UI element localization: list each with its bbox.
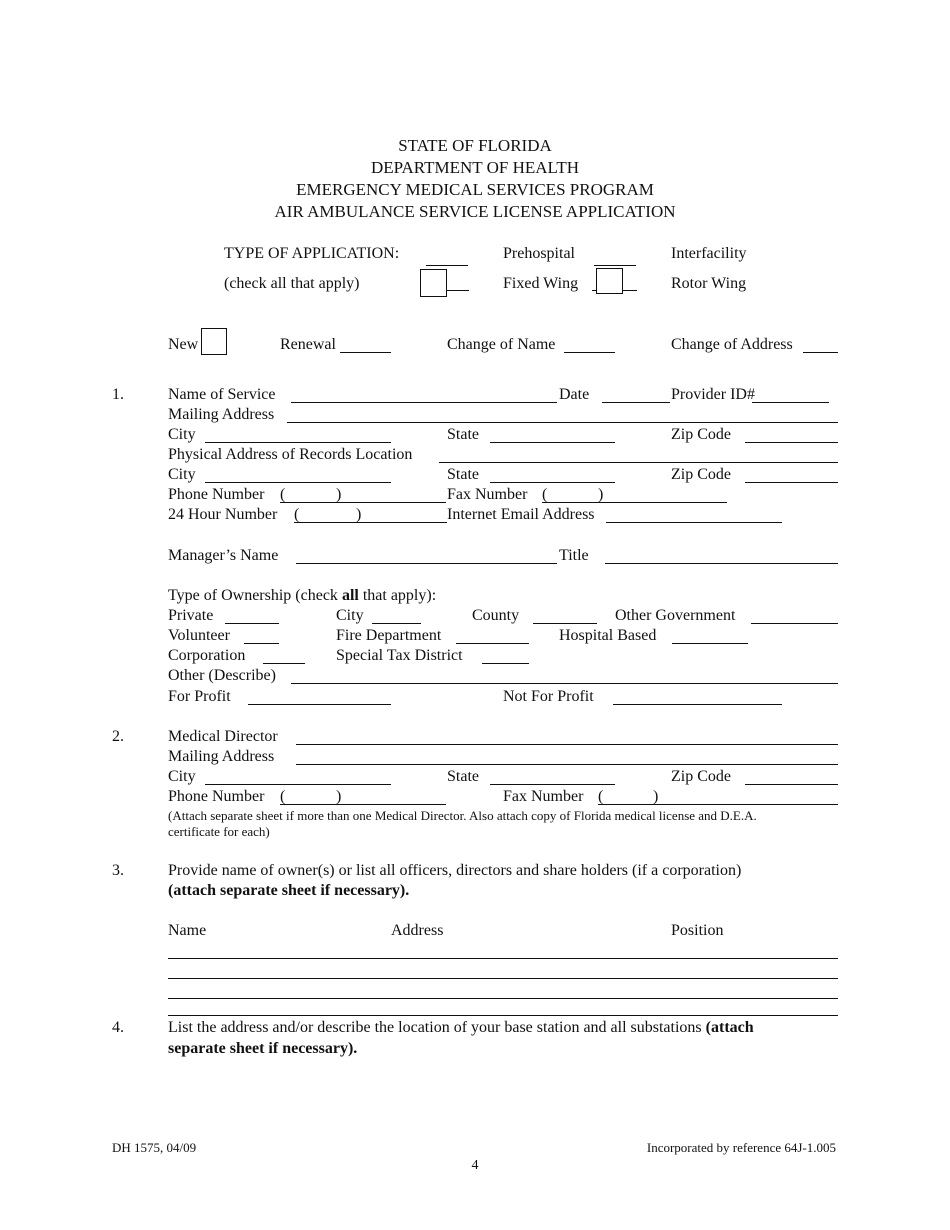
owner-line-2[interactable] (168, 978, 838, 979)
city-field-2[interactable] (205, 482, 391, 483)
county-blank[interactable] (533, 623, 597, 624)
md-zip-field[interactable] (745, 784, 838, 785)
md-note-line-1: (Attach separate sheet if more than one Medical Director. Also attach copy of Florida medical license and D.E.A. (168, 808, 757, 823)
state-field[interactable] (490, 442, 615, 443)
other-government-label: Other Government (615, 607, 736, 624)
change-name-blank[interactable] (564, 352, 615, 353)
section-4-text: List the address and/or describe the location of your base station and all substations (attach (168, 1019, 754, 1036)
manager-label: Manager’s Name (168, 547, 279, 564)
private-label: Private (168, 607, 214, 624)
new-label: New (168, 336, 199, 353)
reference-note: Incorporated by reference 64J-1.005 (646, 1140, 836, 1155)
md-mailing-address-label: Mailing Address (168, 748, 275, 765)
header-line-3: EMERGENCY MEDICAL SERVICES PROGRAM (296, 180, 654, 199)
for-profit-blank[interactable] (248, 704, 391, 705)
change-address-blank[interactable] (803, 352, 838, 353)
check-all-hint: (check all that apply) (224, 275, 360, 292)
corporation-label: Corporation (168, 647, 246, 664)
phone-paren-close: ) (336, 486, 342, 503)
hour24-paren-open: ( (294, 506, 300, 523)
prehospital-label: Prehospital (503, 245, 575, 262)
interfacility-label: Interfacility (671, 245, 747, 262)
change-name-label: Change of Name (447, 336, 556, 353)
phone-label: Phone Number (168, 486, 265, 503)
physical-address-label: Physical Address of Records Location (168, 446, 413, 463)
section-4-bold: separate sheet if necessary). (168, 1040, 358, 1057)
section-4-number: 4. (112, 1019, 124, 1036)
col-position-header: Position (671, 922, 724, 939)
fixed-wing-checkbox[interactable] (420, 269, 447, 297)
city-ownership-label: City (336, 607, 364, 624)
manager-field[interactable] (296, 563, 557, 564)
not-for-profit-label: Not For Profit (503, 688, 594, 705)
md-city-label: City (168, 768, 196, 785)
volunteer-label: Volunteer (168, 627, 230, 644)
private-blank[interactable] (225, 623, 279, 624)
email-label: Internet Email Address (447, 506, 595, 523)
section-3-number: 3. (112, 862, 124, 879)
md-mailing-address-field[interactable] (296, 764, 838, 765)
city-field[interactable] (205, 442, 391, 443)
md-fax-paren-close: ) (653, 788, 659, 805)
md-phone-label: Phone Number (168, 788, 265, 805)
md-zip-label: Zip Code (671, 768, 731, 785)
title-field[interactable] (605, 563, 838, 564)
md-fax-paren-open: ( (598, 788, 604, 805)
header-line-1: STATE OF FLORIDA (398, 136, 552, 155)
phone-field[interactable] (280, 502, 446, 503)
hospital-based-blank[interactable] (672, 643, 748, 644)
name-of-service-field[interactable] (291, 402, 557, 403)
change-address-label: Change of Address (671, 336, 793, 353)
date-label: Date (559, 386, 590, 403)
section-3-bold: (attach separate sheet if necessary). (168, 882, 410, 899)
provider-id-field[interactable] (752, 402, 829, 403)
prehospital-blank[interactable] (426, 265, 468, 266)
corporation-blank[interactable] (263, 663, 305, 664)
other-government-blank[interactable] (751, 623, 838, 624)
medical-director-field[interactable] (296, 744, 838, 745)
fixed-wing-label: Fixed Wing (503, 275, 579, 292)
name-of-service-label: Name of Service (168, 386, 276, 403)
md-note-line-2: certificate for each) (168, 824, 270, 839)
section-3-text: Provide name of owner(s) or list all officers, directors and share holders (if a corporation) (168, 862, 742, 879)
header-line-4: AIR AMBULANCE SERVICE LICENSE APPLICATION (274, 202, 676, 221)
mailing-address-field[interactable] (287, 422, 838, 423)
fire-department-blank[interactable] (456, 643, 529, 644)
hour24-paren-close: ) (356, 506, 362, 523)
renewal-blank[interactable] (340, 352, 391, 353)
state-label: State (447, 426, 479, 443)
col-address-header: Address (391, 922, 444, 939)
phone-paren-open: ( (280, 486, 286, 503)
county-label: County (472, 607, 520, 624)
other-describe-field[interactable] (291, 683, 838, 684)
section-2-number: 2. (112, 728, 124, 745)
volunteer-blank[interactable] (244, 643, 279, 644)
md-phone-paren-open: ( (280, 788, 286, 805)
fax-paren-open: ( (542, 486, 548, 503)
md-state-field[interactable] (490, 784, 615, 785)
not-for-profit-blank[interactable] (613, 704, 782, 705)
md-phone-paren-close: ) (336, 788, 342, 805)
special-tax-label: Special Tax District (336, 647, 463, 664)
page-number: 4 (471, 1158, 479, 1173)
other-describe-label: Other (Describe) (168, 667, 276, 684)
type-of-application-label: TYPE OF APPLICATION: (224, 245, 400, 262)
fax-field[interactable] (542, 502, 727, 503)
md-fax-field[interactable] (598, 804, 838, 805)
special-tax-blank[interactable] (482, 663, 529, 664)
date-field[interactable] (602, 402, 670, 403)
rotor-wing-label: Rotor Wing (671, 275, 747, 292)
hour24-field[interactable] (294, 522, 447, 523)
form-id: DH 1575, 04/09 (112, 1140, 197, 1155)
rotor-wing-blank (623, 290, 637, 291)
md-phone-field[interactable] (280, 804, 446, 805)
md-fax-label: Fax Number (503, 788, 584, 805)
renewal-label: Renewal (280, 336, 336, 353)
section-1-number: 1. (112, 386, 124, 403)
owner-line-3[interactable] (168, 998, 838, 999)
city-label: City (168, 426, 196, 443)
header-line-2: DEPARTMENT OF HEALTH (370, 158, 580, 177)
fire-department-label: Fire Department (336, 627, 442, 644)
zip-label: Zip Code (671, 426, 731, 443)
fixed-wing-blank (447, 290, 469, 291)
mailing-address-label: Mailing Address (168, 406, 275, 423)
fax-label: Fax Number (447, 486, 528, 503)
state-field-2[interactable] (490, 482, 615, 483)
hour24-label: 24 Hour Number (168, 506, 278, 523)
owner-line-4[interactable] (168, 1015, 838, 1016)
zip-field-2[interactable] (745, 482, 838, 483)
zip-label-2: Zip Code (671, 466, 731, 483)
new-checkbox[interactable] (201, 328, 227, 355)
zip-field[interactable] (745, 442, 838, 443)
city-ownership-blank[interactable] (372, 623, 421, 624)
medical-director-label: Medical Director (168, 728, 278, 745)
interfacility-blank[interactable] (594, 265, 636, 266)
ownership-heading: Type of Ownership (check all that apply): (168, 587, 437, 604)
owner-line-1[interactable] (168, 958, 838, 959)
hospital-based-label: Hospital Based (559, 627, 657, 644)
physical-address-field[interactable] (439, 462, 838, 463)
for-profit-label: For Profit (168, 688, 231, 705)
city-label-2: City (168, 466, 196, 483)
md-city-field[interactable] (205, 784, 391, 785)
provider-id-label: Provider ID# (671, 386, 755, 403)
col-name-header: Name (168, 922, 207, 939)
fax-paren-close: ) (598, 486, 604, 503)
md-state-label: State (447, 768, 479, 785)
title-label: Title (559, 547, 589, 564)
email-field[interactable] (606, 522, 782, 523)
state-label-2: State (447, 466, 479, 483)
rotor-wing-checkbox[interactable] (596, 268, 623, 294)
